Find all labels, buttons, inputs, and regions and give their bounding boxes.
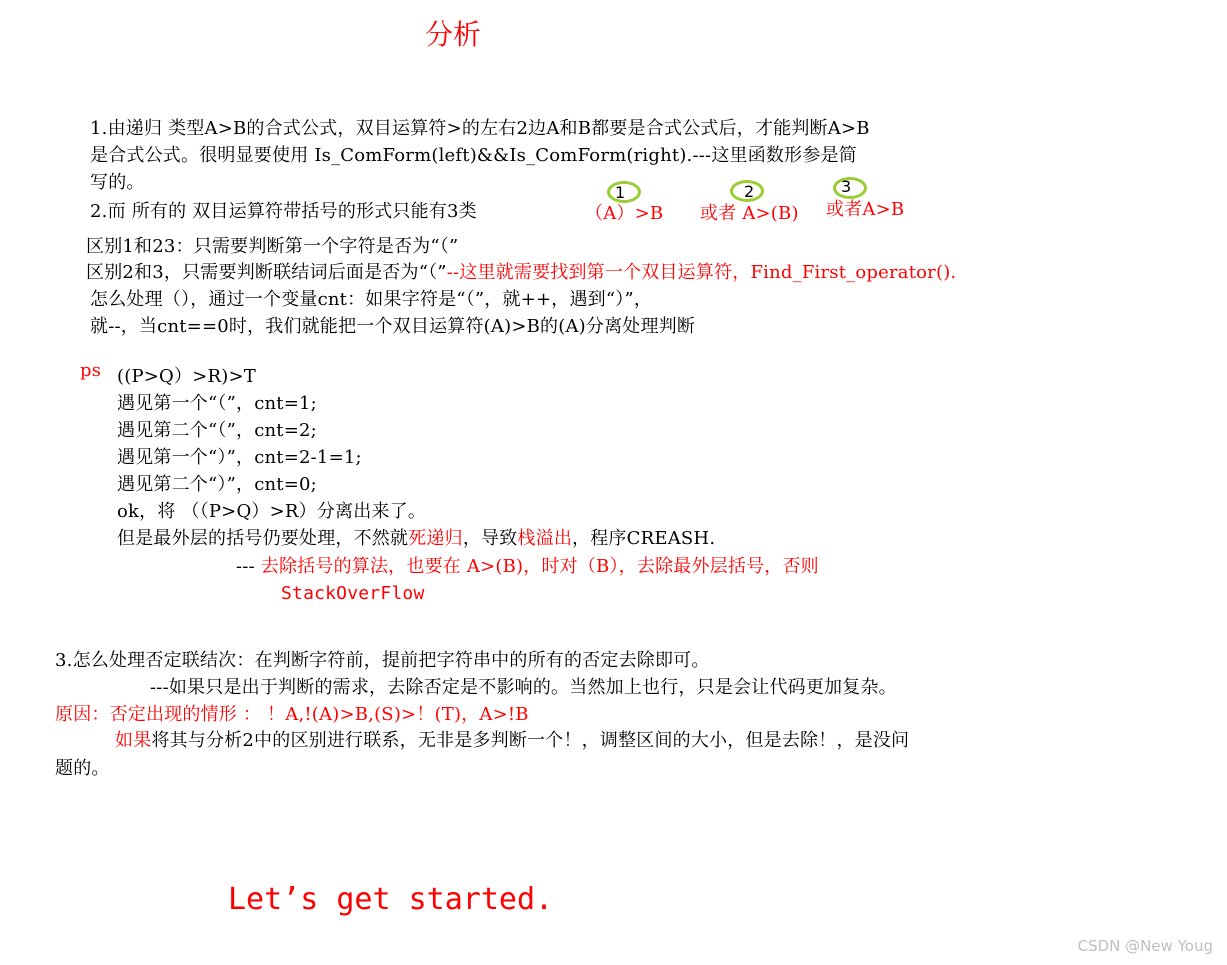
circle-number-1: 1: [615, 183, 626, 202]
ps-label: ps: [80, 360, 102, 381]
page-title: 分析: [425, 18, 482, 51]
section2-form2: 或者 A>(B): [700, 203, 799, 224]
diff-line2-note: --这里就需要找到第一个双目运算符，Find_First_operator().: [446, 262, 957, 283]
ps-line-5: 遇见第二个“）”，cnt=0;: [117, 474, 317, 495]
ps-line-7: [117, 528, 715, 550]
section2-form1: （A）>B: [585, 203, 664, 224]
section2-prefix: 2.而 所有的 双目运算符带括号的形式只能有3类: [90, 201, 477, 222]
diff-line2: [86, 262, 956, 284]
ps-last-d: 栈溢出: [517, 528, 573, 549]
closing-text: Let’s get started.: [228, 882, 554, 917]
section1-line2: 是合式公式。很明显要使用 Is_ComForm(left)&&Is_ComForm(right).---这里函数形参是简: [90, 145, 857, 166]
watermark: CSDN @New Youg: [1077, 937, 1213, 955]
section3-line2: ---如果只是出于判断的需求，去除否定是不影响的。当然加上也行，只是会让代码更加复杂。: [150, 677, 897, 698]
ps-note1: 去除括号的算法，也要在 A>(B)，时对（B），去除最外层括号，否则: [260, 556, 819, 577]
diff-line4: 就--，当cnt==0时，我们就能把一个双目运算符(A)>B的(A)分离处理判断: [90, 316, 696, 337]
section1-line1: 1.由递归 类型A>B的合式公式，双目运算符>的左右2边A和B都要是合式公式后，才能判断A>B: [90, 118, 870, 139]
diff-line2-text: 区别2和3，只需要判断联结词后面是否为“（”: [86, 262, 447, 283]
section3-line1: 3.怎么处理否定联结次：在判断字符前，提前把字符串中的所有的否定去除即可。: [55, 650, 710, 671]
ps-note-line1: [236, 556, 819, 578]
section3-line5: 题的。: [55, 758, 110, 779]
section3-line4-text: 将其与分析2中的区别进行联系，无非是多判断一个！，调整区间的大小，但是去除！，是没问: [151, 730, 910, 751]
ps-last-c: ，导致: [462, 528, 518, 549]
ps-last-b: 死递归: [408, 528, 463, 549]
circle-number-2: 2: [744, 182, 755, 201]
section3-line4: [115, 730, 909, 752]
ps-line-4: 遇见第一个“）”，cnt=2-1=1;: [117, 447, 362, 468]
ps-last-e: ，程序CREASH.: [572, 528, 716, 549]
diff-line1: 区别1和23：只需要判断第一个字符是否为“（”: [86, 236, 459, 257]
section2-form3: 或者A>B: [826, 199, 905, 220]
ps-line-1: ((P>Q）>R)>T: [117, 366, 256, 387]
ps-line-6: ok，将 （（P>Q）>R）分离出来了。: [117, 501, 427, 522]
ps-dash: ---: [236, 556, 255, 577]
ps-line-3: 遇见第二个“（”，cnt=2;: [117, 420, 317, 441]
diff-line3: 怎么处理（），通过一个变量cnt：如果字符是“（”，就++，遇到“）”，: [90, 289, 653, 310]
section3-reason: 原因：否定出现的情形 ： ！A,!(A)>B,(S)>！(T)，A>!B: [55, 704, 529, 725]
ps-last-a: 但是最外层的括号仍要处理，不然就: [117, 528, 409, 549]
circle-number-3: 3: [841, 177, 852, 196]
ps-note2: StackOverFlow: [281, 583, 425, 604]
section3-line4-red: 如果: [115, 730, 152, 751]
ps-line-2: 遇见第一个“（”，cnt=1;: [117, 393, 317, 414]
section1-line3: 写的。: [90, 172, 145, 193]
